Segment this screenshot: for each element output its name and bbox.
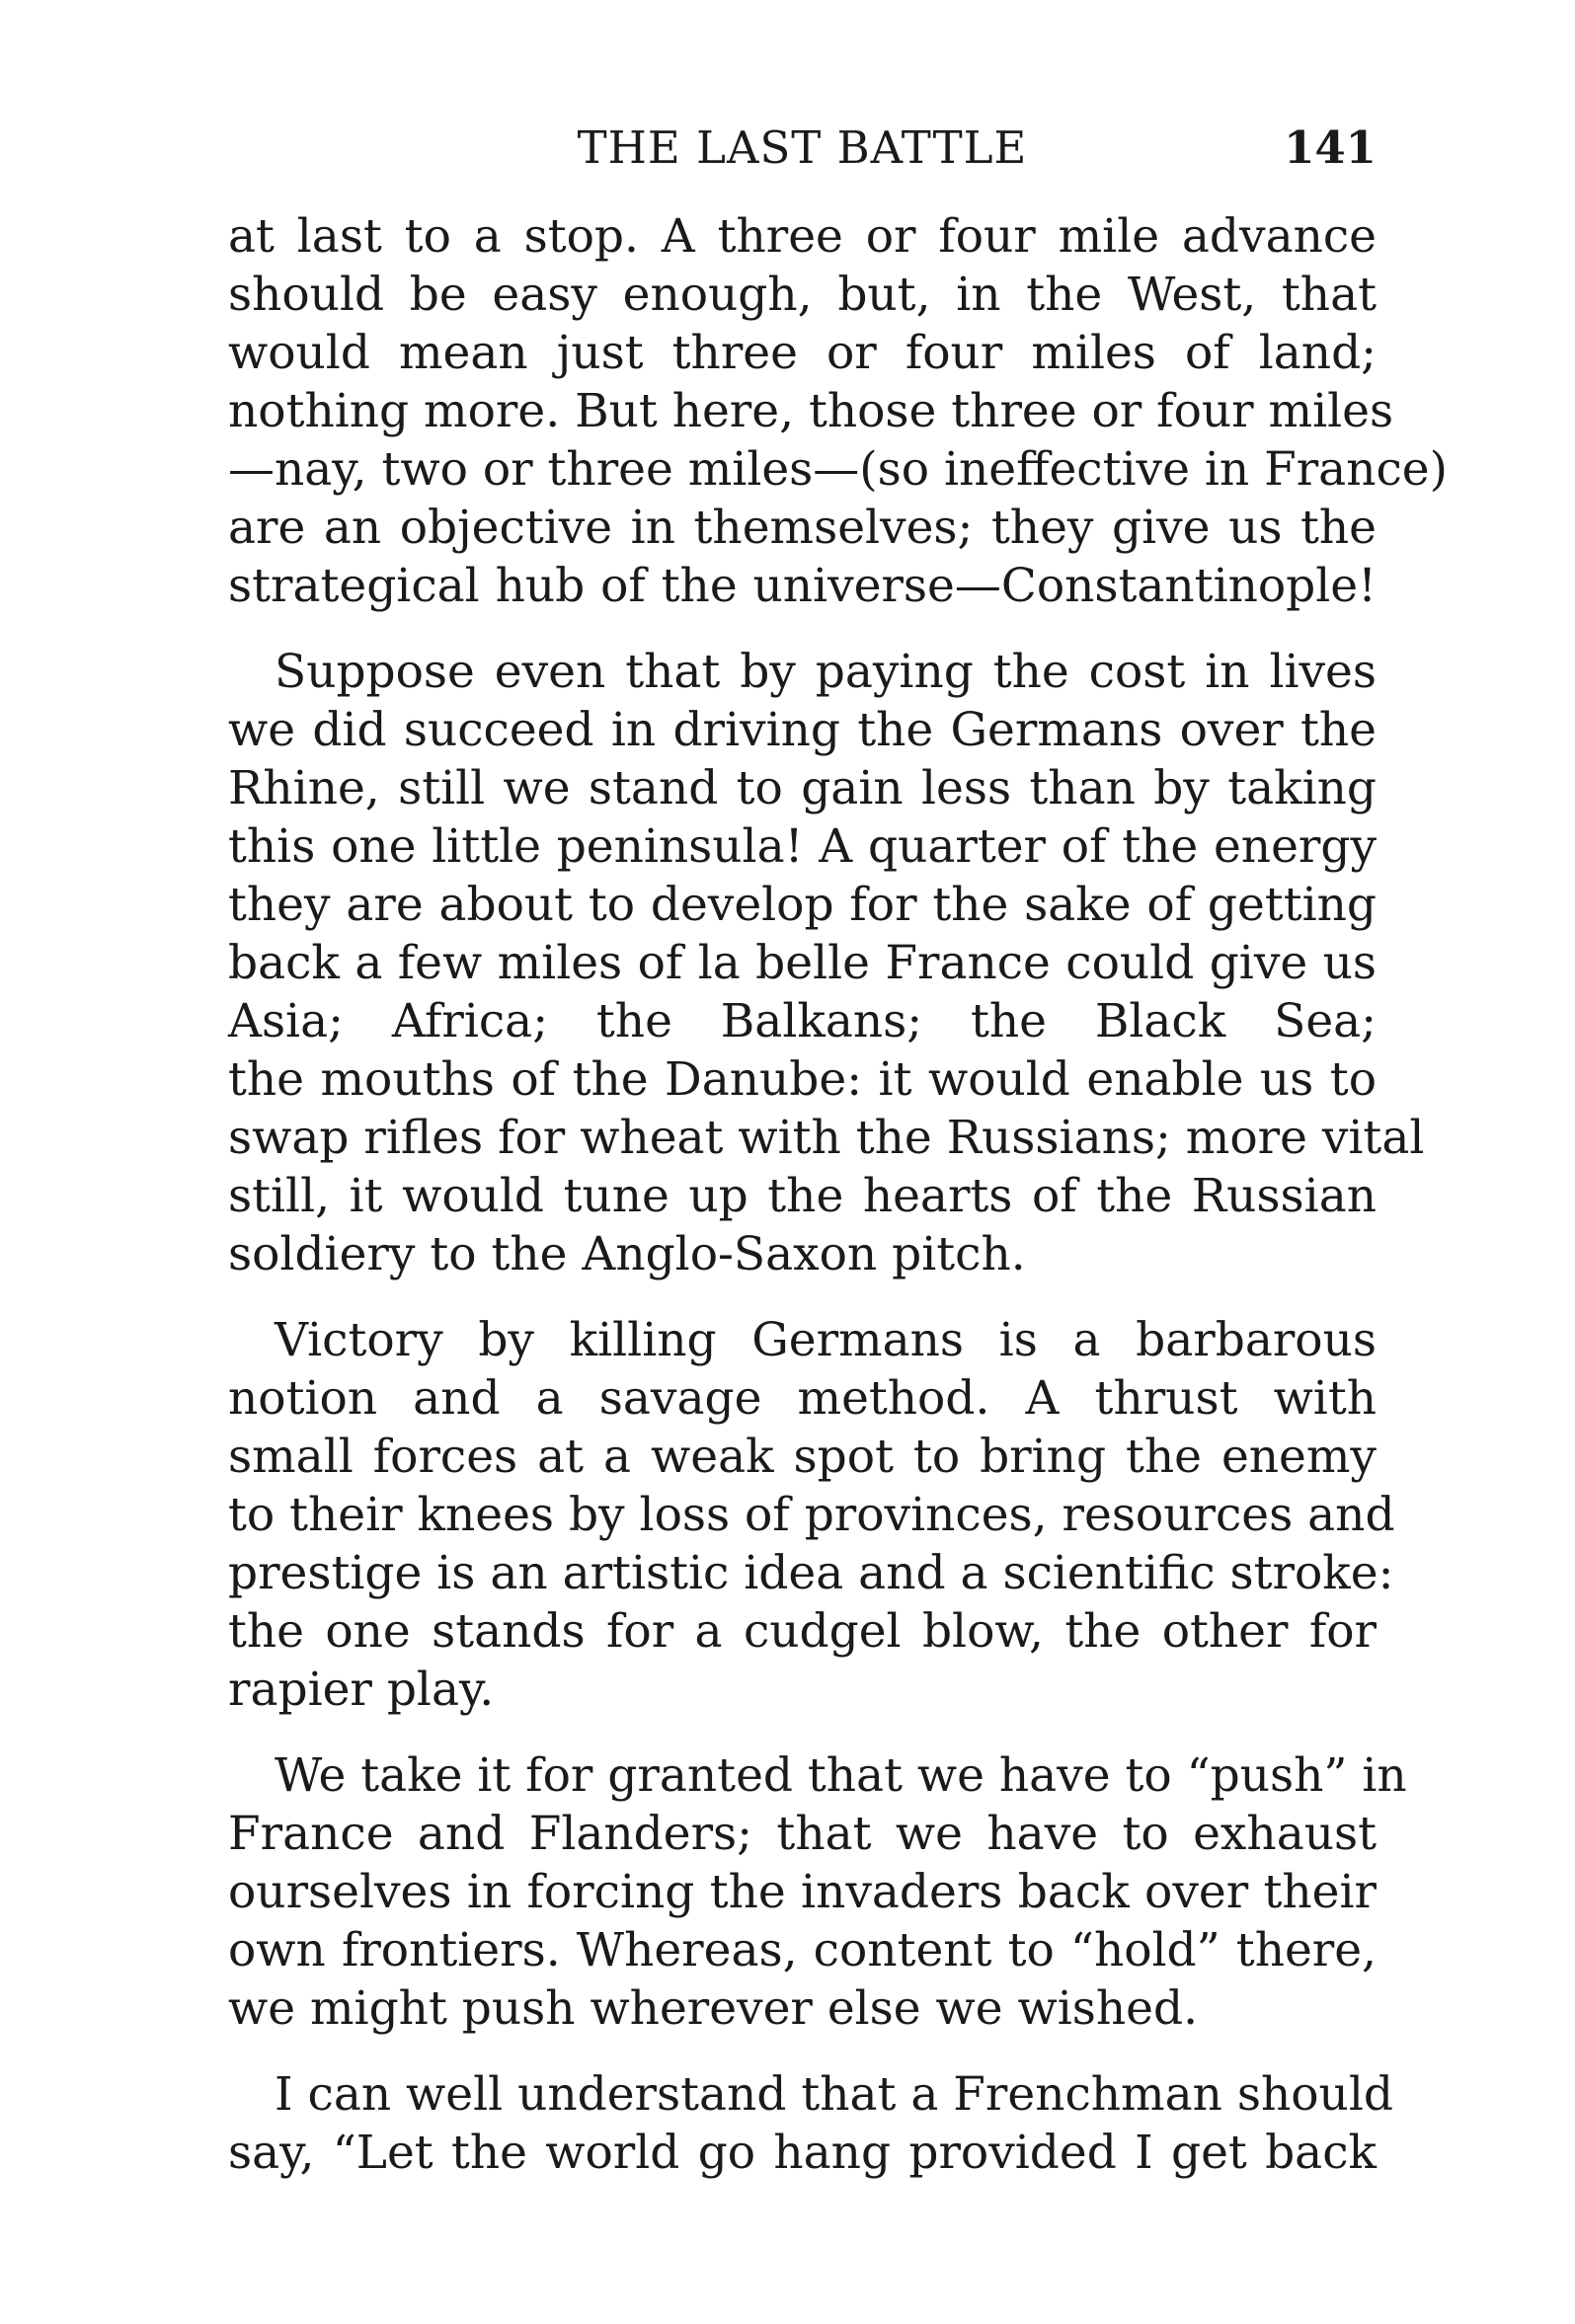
text-line: we might push wherever else we wished. (228, 1981, 1199, 2036)
text-line: ourselves in forcing the invaders back over their (228, 1865, 1377, 1919)
text-line: say, “Let the world go hang provided I get back (228, 2126, 1377, 2180)
text-line: are an objective in themselves; they give us the (228, 501, 1377, 555)
text-line: the one stands for a cudgel blow, the other for (228, 1604, 1377, 1659)
text-line: France and Flanders; that we have to exhaust (228, 1807, 1377, 1861)
page-number: 141 (1284, 121, 1377, 174)
text-line: We take it for granted that we have to “push” in (275, 1748, 1407, 1803)
text-line: Suppose even that by paying the cost in lives (275, 645, 1377, 699)
running-head (228, 118, 1377, 178)
paragraph-2 (228, 643, 1425, 1283)
text-line: should be easy enough, but, in the West, that (228, 268, 1377, 322)
text-line: Victory by killing Germans is a barbarous (275, 1313, 1377, 1367)
text-line: they are about to develop for the sake of getting (228, 878, 1377, 932)
body-text (228, 207, 1448, 2209)
text-line: I can well understand that a Frenchman should (275, 2067, 1393, 2122)
text-line: swap rifles for wheat with the Russians; more vital (228, 1111, 1425, 1165)
paragraph-5 (228, 2065, 1393, 2182)
paragraph-4 (228, 1746, 1407, 2038)
text-line: small forces at a weak spot to bring the enemy (228, 1430, 1377, 1484)
running-title: THE LAST BATTLE (577, 121, 1028, 174)
text-line: rapier play. (228, 1663, 495, 1717)
text-line: the mouths of the Danube: it would enable us to (228, 1052, 1377, 1107)
text-line: back a few miles of la belle France could give us (228, 936, 1377, 990)
text-line: still, it would tune up the hearts of the Russian (228, 1169, 1377, 1223)
text-line: to their knees by loss of provinces, resources and (228, 1488, 1395, 1542)
paragraph-1 (228, 207, 1448, 615)
text-line: Rhine, still we stand to gain less than by taking (228, 761, 1377, 815)
paragraph-3 (228, 1311, 1395, 1719)
text-line: —nay, two or three miles—(so ineffective in France) (228, 442, 1448, 497)
text-line: would mean just three or four miles of land; (228, 326, 1377, 380)
text-line: nothing more. But here, those three or four miles (228, 384, 1394, 438)
text-line: notion and a savage method. A thrust with (228, 1371, 1377, 1426)
text-line: we did succeed in driving the Germans over the (228, 703, 1377, 757)
text-line: own frontiers. Whereas, content to “hold” there, (228, 1923, 1377, 1977)
text-line: soldiery to the Anglo-Saxon pitch. (228, 1227, 1026, 1281)
text-line: at last to a stop. A three or four mile advance (228, 209, 1377, 264)
text-line: this one little peninsula! A quarter of the energy (228, 819, 1377, 874)
text-line: Asia; Africa; the Balkans; the Black Sea; (228, 994, 1377, 1048)
text-line: strategical hub of the universe—Constantinople! (228, 559, 1377, 613)
text-line: prestige is an artistic idea and a scientific stroke: (228, 1546, 1394, 1600)
